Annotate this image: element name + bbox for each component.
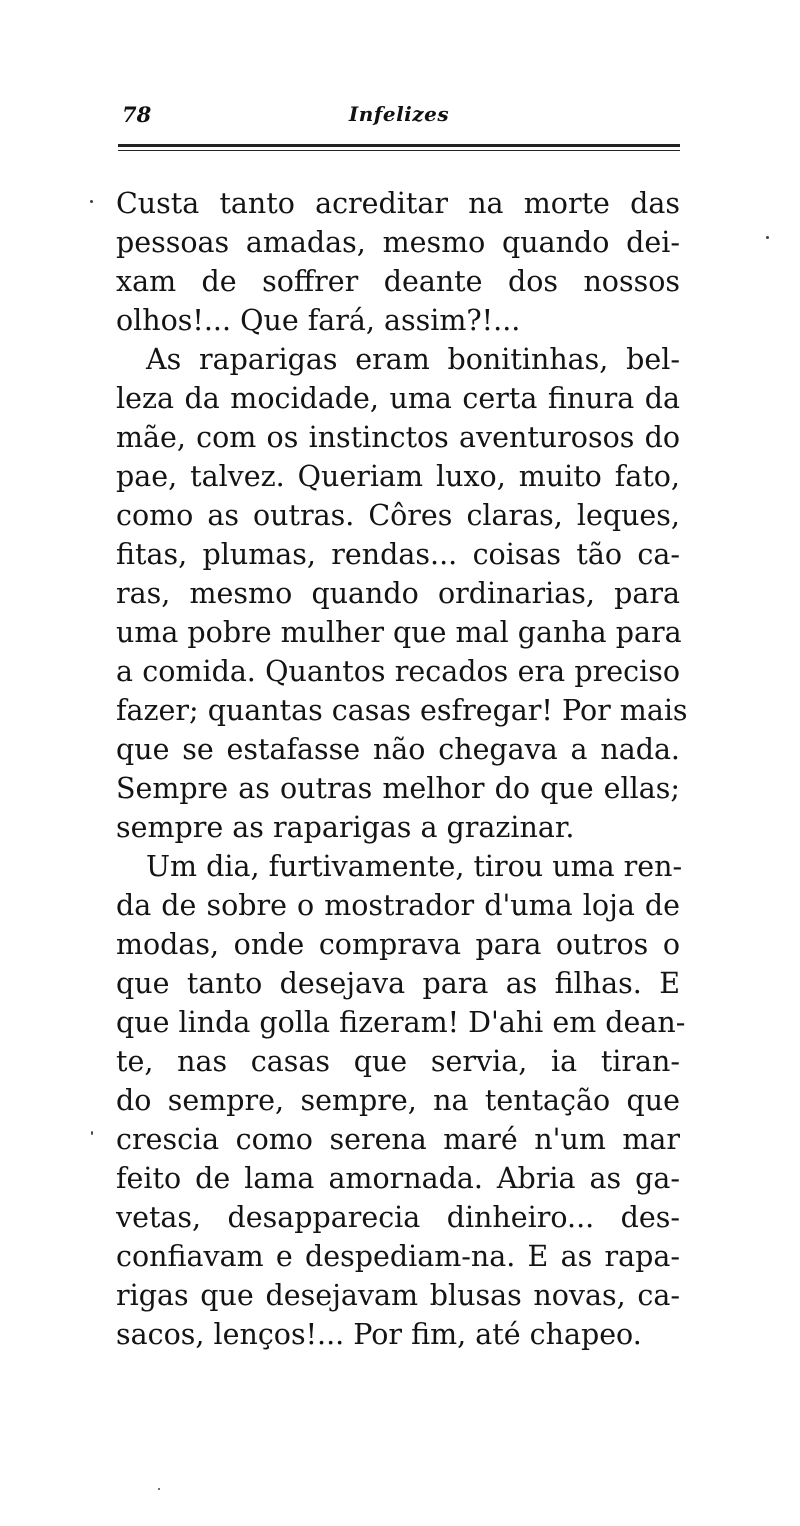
text-line: pae, talvez. Queriam luxo, muito fato,	[116, 460, 680, 493]
text-line: vetas, desapparecia dinheiro... des-	[116, 1201, 680, 1234]
text-line: uma pobre mulher que mal ganha para	[116, 616, 682, 649]
text-line: olhos!... Que fará, assim?!...	[116, 304, 521, 337]
text-line: sacos, lenços!... Por fim, até chapeo.	[116, 1318, 642, 1351]
text-line: As raparigas eram bonitinhas, bel-	[146, 343, 680, 376]
text-line: ras, mesmo quando ordinarias, para	[116, 577, 680, 610]
text-line: da de sobre o mostrador d'uma loja de	[116, 889, 680, 922]
text-line: como as outras. Côres claras, leques,	[116, 499, 680, 532]
scan-speck	[158, 1488, 160, 1490]
header-rule-thick	[118, 144, 680, 147]
text-line: que se estafasse não chegava a nada.	[116, 733, 680, 766]
text-line: crescia como serena maré n'um mar	[116, 1123, 680, 1156]
text-line: Sempre as outras melhor do que ellas;	[116, 772, 680, 805]
text-line: pessoas amadas, mesmo quando dei-	[116, 226, 680, 259]
text-line: a comida. Quantos recados era preciso	[116, 655, 680, 688]
text-line: que linda golla fizeram! D'ahi em dean-	[116, 1006, 686, 1039]
text-line: leza da mocidade, uma certa finura da	[116, 382, 680, 415]
header-rule-thin	[118, 150, 680, 151]
body-text	[116, 184, 688, 1354]
scan-speck	[766, 236, 769, 239]
text-line: te, nas casas que servia, ia tiran-	[116, 1045, 680, 1078]
text-line: fitas, plumas, rendas... coisas tão ca-	[116, 538, 680, 571]
text-line: confiavam e despediam-na. E as rapa-	[116, 1240, 680, 1273]
running-title: Infelizes	[348, 102, 450, 126]
text-line: Custa tanto acreditar na morte das	[116, 187, 680, 220]
text-line: feito de lama amornada. Abria as ga-	[116, 1162, 680, 1195]
text-line: que tanto desejava para as filhas. E	[116, 967, 680, 1000]
text-line: xam de soffrer deante dos nossos	[116, 265, 680, 298]
scan-speck	[90, 200, 93, 203]
text-line: mãe, com os instinctos aventurosos do	[116, 421, 680, 454]
text-line: do sempre, sempre, na tentação que	[116, 1084, 680, 1117]
text-line: sempre as raparigas a grazinar.	[116, 811, 575, 844]
text-line: Um dia, furtivamente, tirou uma ren-	[146, 850, 683, 883]
text-line: rigas que desejavam blusas novas, ca-	[116, 1279, 680, 1312]
text-line: fazer; quantas casas esfregar! Por mais	[116, 694, 688, 727]
page-header	[118, 102, 680, 132]
scan-speck	[91, 1131, 93, 1135]
text-line: modas, onde comprava para outros o	[116, 928, 680, 961]
page-number: 78	[122, 102, 152, 127]
